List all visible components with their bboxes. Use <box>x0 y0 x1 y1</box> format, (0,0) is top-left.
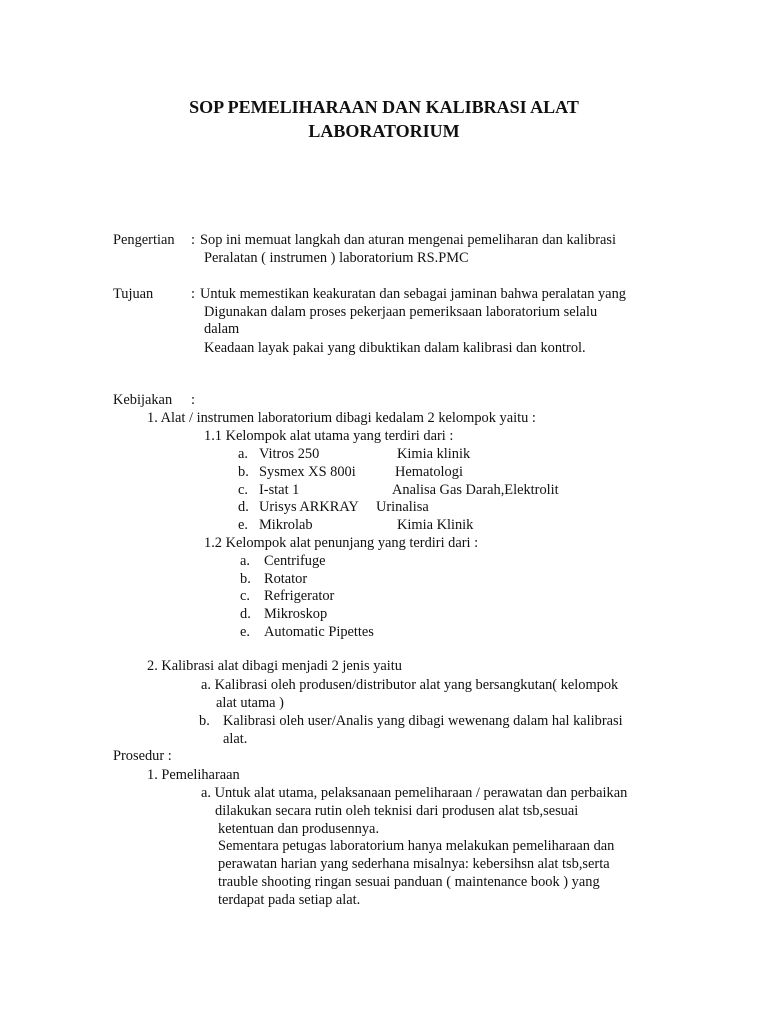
equipment-name: Centrifuge <box>264 553 326 569</box>
equipment-name: Refrigerator <box>264 588 335 604</box>
pemeliharaan-a-line-5: perawatan harian yang sederhana misalnya: kebersihsn alat tsb,serta <box>218 856 610 872</box>
pemeliharaan-a-line-2: dilakukan secara rutin oleh teknisi dari produsen alat tsb,sesuai <box>215 803 579 819</box>
tujuan-text-line-3: dalam <box>204 321 240 337</box>
kalibrasi-b-line-1: Kalibrasi oleh user/Analis yang dibagi wewenang dalam hal kalibrasi <box>223 713 623 729</box>
list-item-letter: c. <box>240 588 250 604</box>
tujuan-label: Tujuan <box>113 286 154 302</box>
document-title-line-1: SOP PEMELIHARAAN DAN KALIBRASI ALAT <box>189 97 579 117</box>
tujuan-text-line-1: Untuk memestikan keakuratan dan sebagai jaminan bahwa peralatan yang <box>200 286 626 302</box>
equipment-name: Mikroskop <box>264 606 328 622</box>
instrument-name: Sysmex XS 800i <box>259 464 356 480</box>
kebijakan-item-1: 1. Alat / instrumen laboratorium dibagi kedalam 2 kelompok yaitu : <box>147 410 536 426</box>
list-item-letter: d. <box>240 606 251 622</box>
kelompok-utama-heading: 1.1 Kelompok alat utama yang terdiri dari : <box>204 428 454 444</box>
list-item-letter: a. <box>240 553 250 569</box>
list-item-letter: b. <box>238 464 249 480</box>
tujuan-text-line-4: Keadaan layak pakai yang dibuktikan dalam kalibrasi dan kontrol. <box>204 340 586 356</box>
pengertian-text-line-1: Sop ini memuat langkah dan aturan mengenai pemeliharan dan kalibrasi <box>200 232 616 248</box>
pemeliharaan-a-line-7: terdapat pada setiap alat. <box>218 892 361 908</box>
instrument-category: Kimia klinik <box>397 446 471 462</box>
instrument-name: I-stat 1 <box>259 482 300 498</box>
pengertian-label: Pengertian <box>113 232 175 248</box>
instrument-name: Vitros 250 <box>259 446 320 462</box>
list-item-letter: a. <box>238 446 248 462</box>
instrument-category: Urinalisa <box>376 499 429 515</box>
list-item-letter: e. <box>238 517 248 533</box>
document-title-line-2: LABORATORIUM <box>308 121 460 141</box>
prosedur-label: Prosedur : <box>113 748 172 764</box>
kebijakan-item-2: 2. Kalibrasi alat dibagi menjadi 2 jenis yaitu <box>147 658 402 674</box>
kalibrasi-a-line-2: alat utama ) <box>216 695 284 711</box>
list-item-letter: d. <box>238 499 249 515</box>
kalibrasi-b-letter: b. <box>199 713 210 729</box>
kebijakan-label: Kebijakan <box>113 392 173 408</box>
kalibrasi-a-line-1: a. Kalibrasi oleh produsen/distributor alat yang bersangkutan( kelompok <box>201 677 619 693</box>
tujuan-colon: : <box>191 286 195 302</box>
list-item-letter: c. <box>238 482 248 498</box>
instrument-name: Urisys ARKRAY <box>259 499 359 515</box>
pemeliharaan-a-line-6: trauble shooting ringan sesuai panduan ( maintenance book ) yang <box>218 874 600 890</box>
instrument-name: Mikrolab <box>259 517 313 533</box>
list-item-letter: b. <box>240 571 251 587</box>
instrument-category: Analisa Gas Darah,Elektrolit <box>392 482 559 498</box>
instrument-category: Kimia Klinik <box>397 517 474 533</box>
list-item-letter: e. <box>240 624 250 640</box>
equipment-name: Automatic Pipettes <box>264 624 374 640</box>
tujuan-text-line-2: Digunakan dalam proses pekerjaan pemeriksaan laboratorium selalu <box>204 304 598 320</box>
kebijakan-colon: : <box>191 392 195 408</box>
pemeliharaan-a-line-4: Sementara petugas laboratorium hanya melakukan pemeliharaan dan <box>218 838 615 854</box>
pemeliharaan-a-line-3: ketentuan dan produsennya. <box>218 821 380 837</box>
pemeliharaan-a-line-1: a. Untuk alat utama, pelaksanaan pemeliharaan / perawatan dan perbaikan <box>201 785 628 801</box>
instrument-category: Hematologi <box>395 464 463 480</box>
pengertian-text-line-2: Peralatan ( instrumen ) laboratorium RS.PMC <box>204 250 469 266</box>
kelompok-penunjang-heading: 1.2 Kelompok alat penunjang yang terdiri dari : <box>204 535 479 551</box>
kalibrasi-b-line-2: alat. <box>223 731 248 747</box>
equipment-name: Rotator <box>264 571 308 587</box>
prosedur-item-1: 1. Pemeliharaan <box>147 767 240 783</box>
pengertian-colon: : <box>191 232 195 248</box>
